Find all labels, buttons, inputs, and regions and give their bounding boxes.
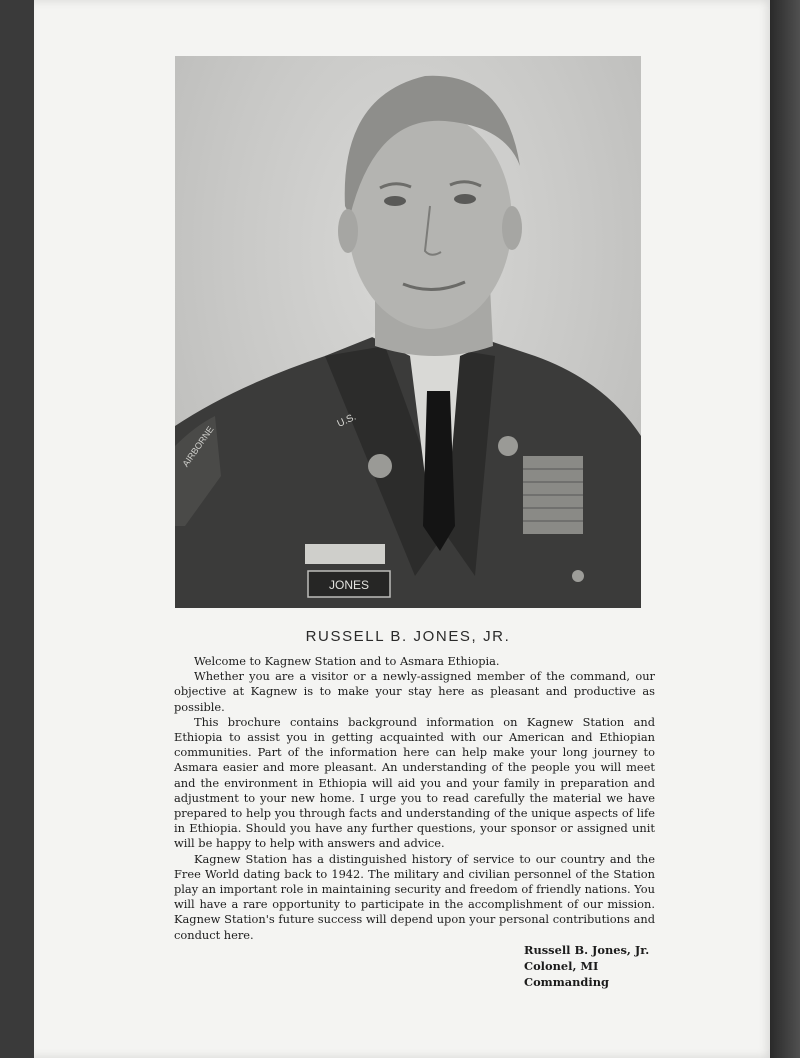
paragraph-2: Whether you are a visitor or a newly-assigned member of the command, our objective at Kagnew is to make your stay here as pleasant and productive as possible. xyxy=(174,669,655,714)
signature-title: Commanding xyxy=(524,975,609,989)
paragraph-4: Kagnew Station has a distinguished history of service to our country and the Free World dating back to 1942. The military and civilian personnel of the Station play an important role in maintaining security and freedom of friendly nations. You will have a rare opportunity to participate in the accomplishment of our mission. Kagnew Station's future success will depend upon your personal contributions and conduct here. xyxy=(174,851,655,942)
portrait-caption: RUSSELL B. JONES, JR. xyxy=(305,628,511,645)
name-tag: JONES xyxy=(328,578,370,592)
paragraph-3: This brochure contains background information on Kagnew Station and Ethiopia to assist you in getting acquainted with our American and Ethiopian communities. Part of the information here can help make your long journey to Asmara easier and more pleasant. An understanding of the people you will meet and the environment in Ethiopia will aid you and your family in preparation and adjustment to your new home. I urge you to read carefully the material we have prepared to help you through facts and understanding of the unique aspects of life in Ethiopia. Should you have any further questions, your sponsor or assigned unit will be happy to help with answers and advice. xyxy=(174,714,655,851)
portrait-photo xyxy=(175,56,641,608)
welcome-letter xyxy=(174,654,655,943)
paragraph-1: Welcome to Kagnew Station and to Asmara Ethiopia. xyxy=(194,654,500,668)
page-edge xyxy=(770,0,800,1058)
signature-block xyxy=(524,942,649,990)
airborne-tab: AIRBORNE xyxy=(180,424,216,469)
signature-rank: Colonel, MI xyxy=(524,959,599,973)
signature-name: Russell B. Jones, Jr. xyxy=(524,943,650,957)
collar-insignia: U.S. xyxy=(335,411,358,430)
portrait-photo-icon xyxy=(175,56,641,608)
